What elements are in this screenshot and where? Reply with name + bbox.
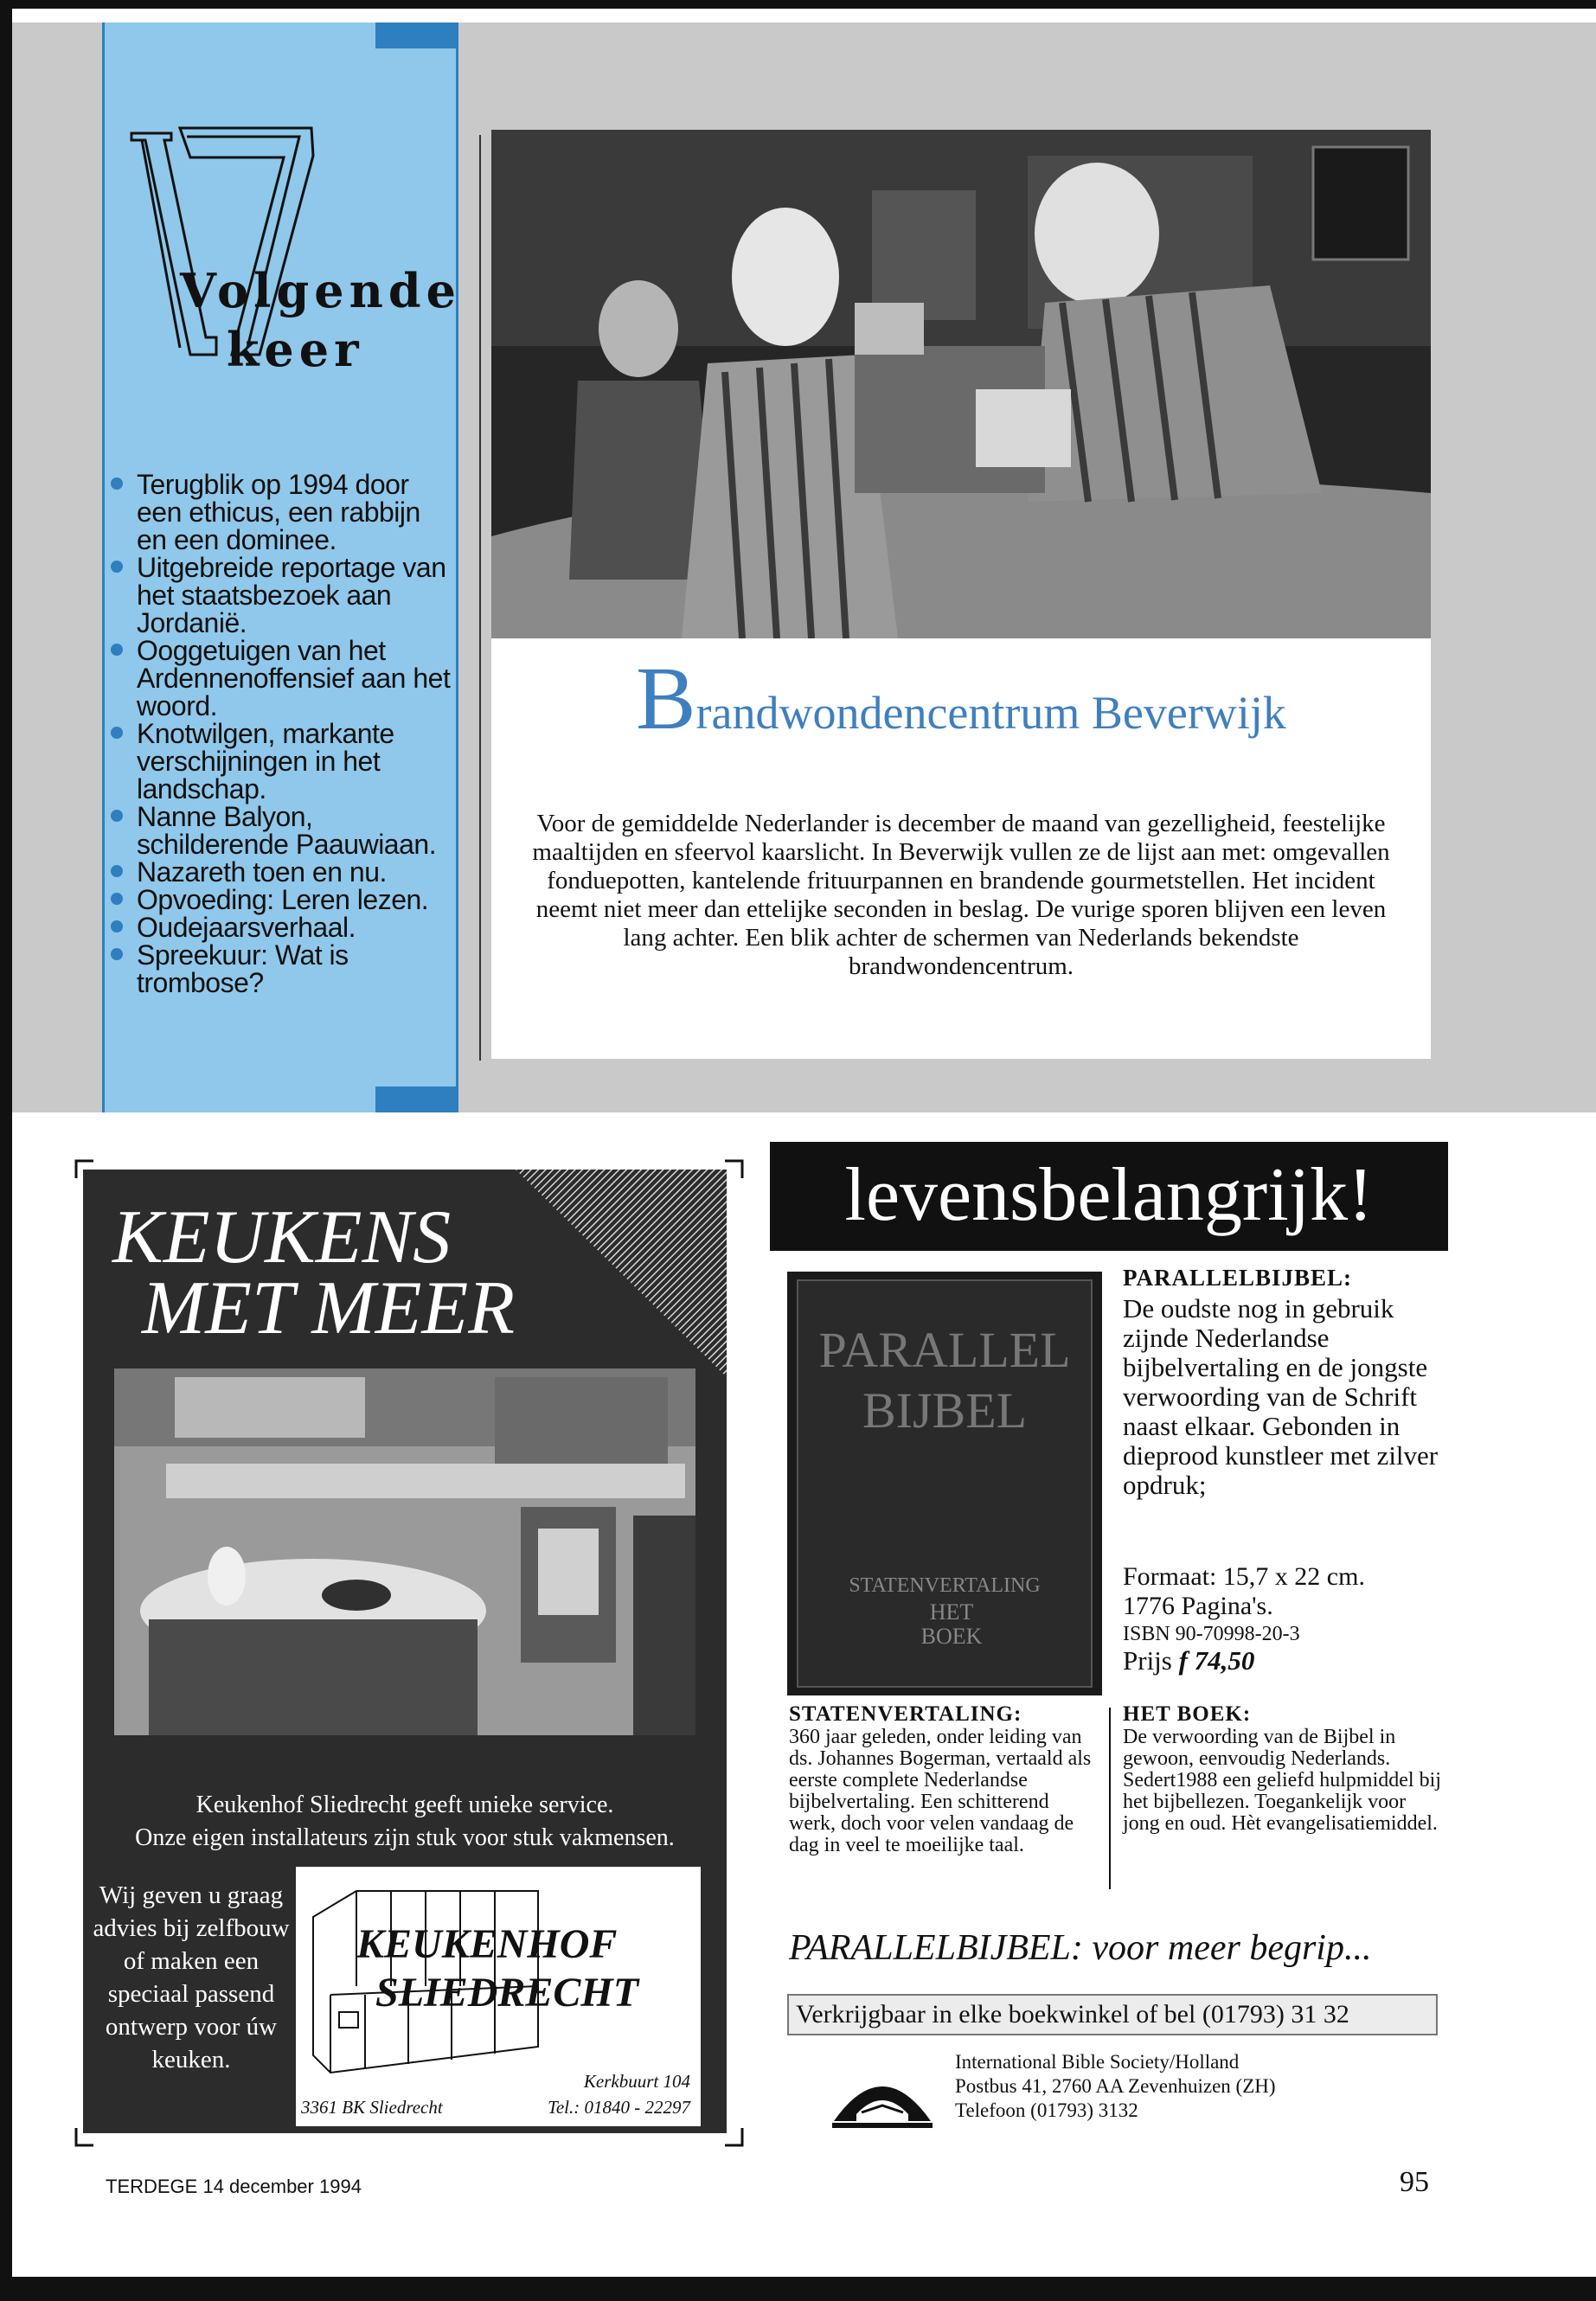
list-item: Opvoeding: Leren lezen. xyxy=(111,886,457,913)
list-item: Terugblik op 1994 door een ethicus, een rabbijn en een dominee. xyxy=(111,471,457,554)
article-lead: Voor de gemiddelde Nederlander is december de maand van gezelligheid, feestelijke maaltijden en sfeervol kaarslicht. In Beverwijk vullen ze de lijst aan met: omgevallen fonduepotten, kantelende frituurpannen en brandende gourmetstellen. Het incident neemt niet meer dan ettelijke seconden in beslag. De vurige sporen blijven een leven lang achter. Een blik achter de schermen van Nederlands bekendste brandwondencentrum. xyxy=(532,810,1390,980)
bullet-icon xyxy=(111,920,123,933)
book-cover xyxy=(787,1272,1102,1695)
company-city: 3361 BK Sliedrecht xyxy=(301,2097,443,2118)
headline-line-1: KEUKENS xyxy=(112,1195,452,1279)
bullet-icon xyxy=(111,948,123,960)
bullet-icon xyxy=(111,893,123,905)
sidebar-left-edge xyxy=(102,22,105,1112)
statenvertaling-text: 360 jaar geleden, onder leiding van ds. Johannes Bogerman, vertaald als eerste complete Nederlandse bijbelvertaling. Een schitterend werk, doch voor velen vandaag de dag in veel te moeilijke taal. xyxy=(789,1726,1092,1856)
bible-society-address xyxy=(955,2050,1276,2123)
list-item: Knotwilgen, markante verschijningen in het landschap. xyxy=(111,720,457,803)
book-subtitle-3: BOEK xyxy=(920,1624,983,1649)
bullet-icon xyxy=(111,810,123,822)
bullet-icon xyxy=(111,644,123,656)
book-pages: 1776 Pagina's. xyxy=(1123,1592,1273,1620)
publication-footer: TERDEGE 14 december 1994 xyxy=(106,2176,362,2197)
advice-text: Wij geven u graag advies bij zelfbouw of maken een speciaal passend ontwerp voor úw keuken. xyxy=(93,1881,290,2073)
book-isbn: ISBN 90-70998-20-3 xyxy=(1123,1623,1300,1645)
hatched-triangle xyxy=(516,1170,727,1377)
book-cover-illustration xyxy=(787,1272,1102,1695)
next-issue-list xyxy=(111,471,457,997)
list-item: Oudejaarsverhaal. xyxy=(111,913,457,941)
column-divider xyxy=(1109,1708,1111,1889)
sidebar-top-tab xyxy=(375,22,458,48)
photo-illustration xyxy=(491,130,1431,638)
bullet-icon xyxy=(111,561,123,573)
company-street: Kerkbuurt 104 xyxy=(583,2071,690,2092)
price-value: f 74,50 xyxy=(1178,1645,1255,1676)
parallelbijbel-description: De oudste nog in gebruik zijnde Nederlandse bijbelvertaling en de jongste verwoording van de Schrift naast elkaar. Gebonden in dieprood kunstleer met zilver opdruk; xyxy=(1123,1293,1439,1500)
statenvertaling-heading: STATENVERTALING: xyxy=(789,1702,1022,1726)
parallelbijbel-heading: PARALLELBIJBEL: xyxy=(1123,1265,1353,1291)
bullet-icon xyxy=(111,478,123,490)
het-boek-text: De verwoording van de Bijbel in gewoon, eenvoudig Nederlands. Sedert1988 een geliefd hulpmiddel bij het bijbellezen. Toegankelijk voor jong en oud. Hèt evangelisatiemiddel. xyxy=(1123,1726,1441,1835)
headline-line-2: MET MEER xyxy=(142,1266,515,1350)
column-divider xyxy=(479,135,481,1061)
burn-centre-photo xyxy=(491,130,1431,638)
list-item: Spreekuur: Wat is trombose? xyxy=(111,941,457,997)
book-format: Formaat: 15,7 x 22 cm. xyxy=(1123,1562,1365,1591)
org-name: International Bible Society/Holland xyxy=(955,2051,1240,2073)
keukenhof-address-box xyxy=(296,1867,701,2126)
availability-banner: Verkrijgbaar in elke boekwinkel of bel (01793) 31 32 xyxy=(787,1994,1438,2035)
company-phone: Tel.: 01840 - 22297 xyxy=(548,2097,690,2118)
logo-word-volgende: Volgende xyxy=(180,263,461,318)
company-name-line-2: SLIEDRECHT xyxy=(375,1970,639,2016)
bible-headline: levensbelangrijk! xyxy=(770,1142,1448,1251)
article-title xyxy=(491,649,1431,748)
kitchen-caption xyxy=(83,1789,727,1855)
crop-mark-icon xyxy=(725,2128,744,2147)
kitchen-photo xyxy=(114,1368,695,1735)
article-title-rest: randwondencentrum Beverwijk xyxy=(695,687,1286,739)
caption-line-2: Onze eigen installateurs zijn stuk voor stuk vakmensen. xyxy=(135,1824,675,1851)
list-item: Uitgebreide reportage van het staatsbezoek aan Jordanië. xyxy=(111,554,457,637)
list-item: Nazareth toen en nu. xyxy=(111,858,457,886)
bullet-icon xyxy=(111,727,123,739)
sidebar-bottom-tab xyxy=(375,1086,458,1112)
book-price: Prijs f 74,50 xyxy=(1123,1645,1255,1676)
org-phone: Telefoon (01793) 3132 xyxy=(955,2099,1138,2121)
book-title-2: BIJBEL xyxy=(862,1382,1028,1439)
article-title-initial: B xyxy=(636,649,696,748)
list-item: Ooggetuigen van het Ardennenoffensief aan het woord. xyxy=(111,637,457,720)
org-postbox: Postbus 41, 2760 AA Zevenhuizen (ZH) xyxy=(955,2075,1276,2097)
kitchen-advertisement xyxy=(83,1170,727,2133)
crop-mark-icon xyxy=(725,1159,744,1178)
bible-tagline: PARALLELBIJBEL: voor meer begrip... xyxy=(789,1928,1372,1968)
company-name-line-1: KEUKENHOF xyxy=(356,1921,618,1967)
caption-line-1: Keukenhof Sliedrecht geeft unieke service. xyxy=(195,1791,614,1818)
book-subtitle-1: STATENVERTALING xyxy=(849,1574,1041,1597)
book-subtitle-2: HET xyxy=(929,1599,974,1625)
het-boek-heading: HET BOEK: xyxy=(1123,1702,1252,1726)
bible-advertisement xyxy=(770,1142,1448,2137)
list-item: Nanne Balyon, schilderende Paauwiaan. xyxy=(111,803,457,858)
logo-word-keer: keer xyxy=(227,322,364,377)
article-box xyxy=(491,638,1431,1059)
kitchen-headline xyxy=(112,1195,515,1350)
bullet-icon xyxy=(111,865,123,877)
bible-society-logo xyxy=(830,2061,934,2131)
page-number: 95 xyxy=(1400,2166,1429,2198)
book-title-1: PARALLEL xyxy=(818,1322,1071,1378)
